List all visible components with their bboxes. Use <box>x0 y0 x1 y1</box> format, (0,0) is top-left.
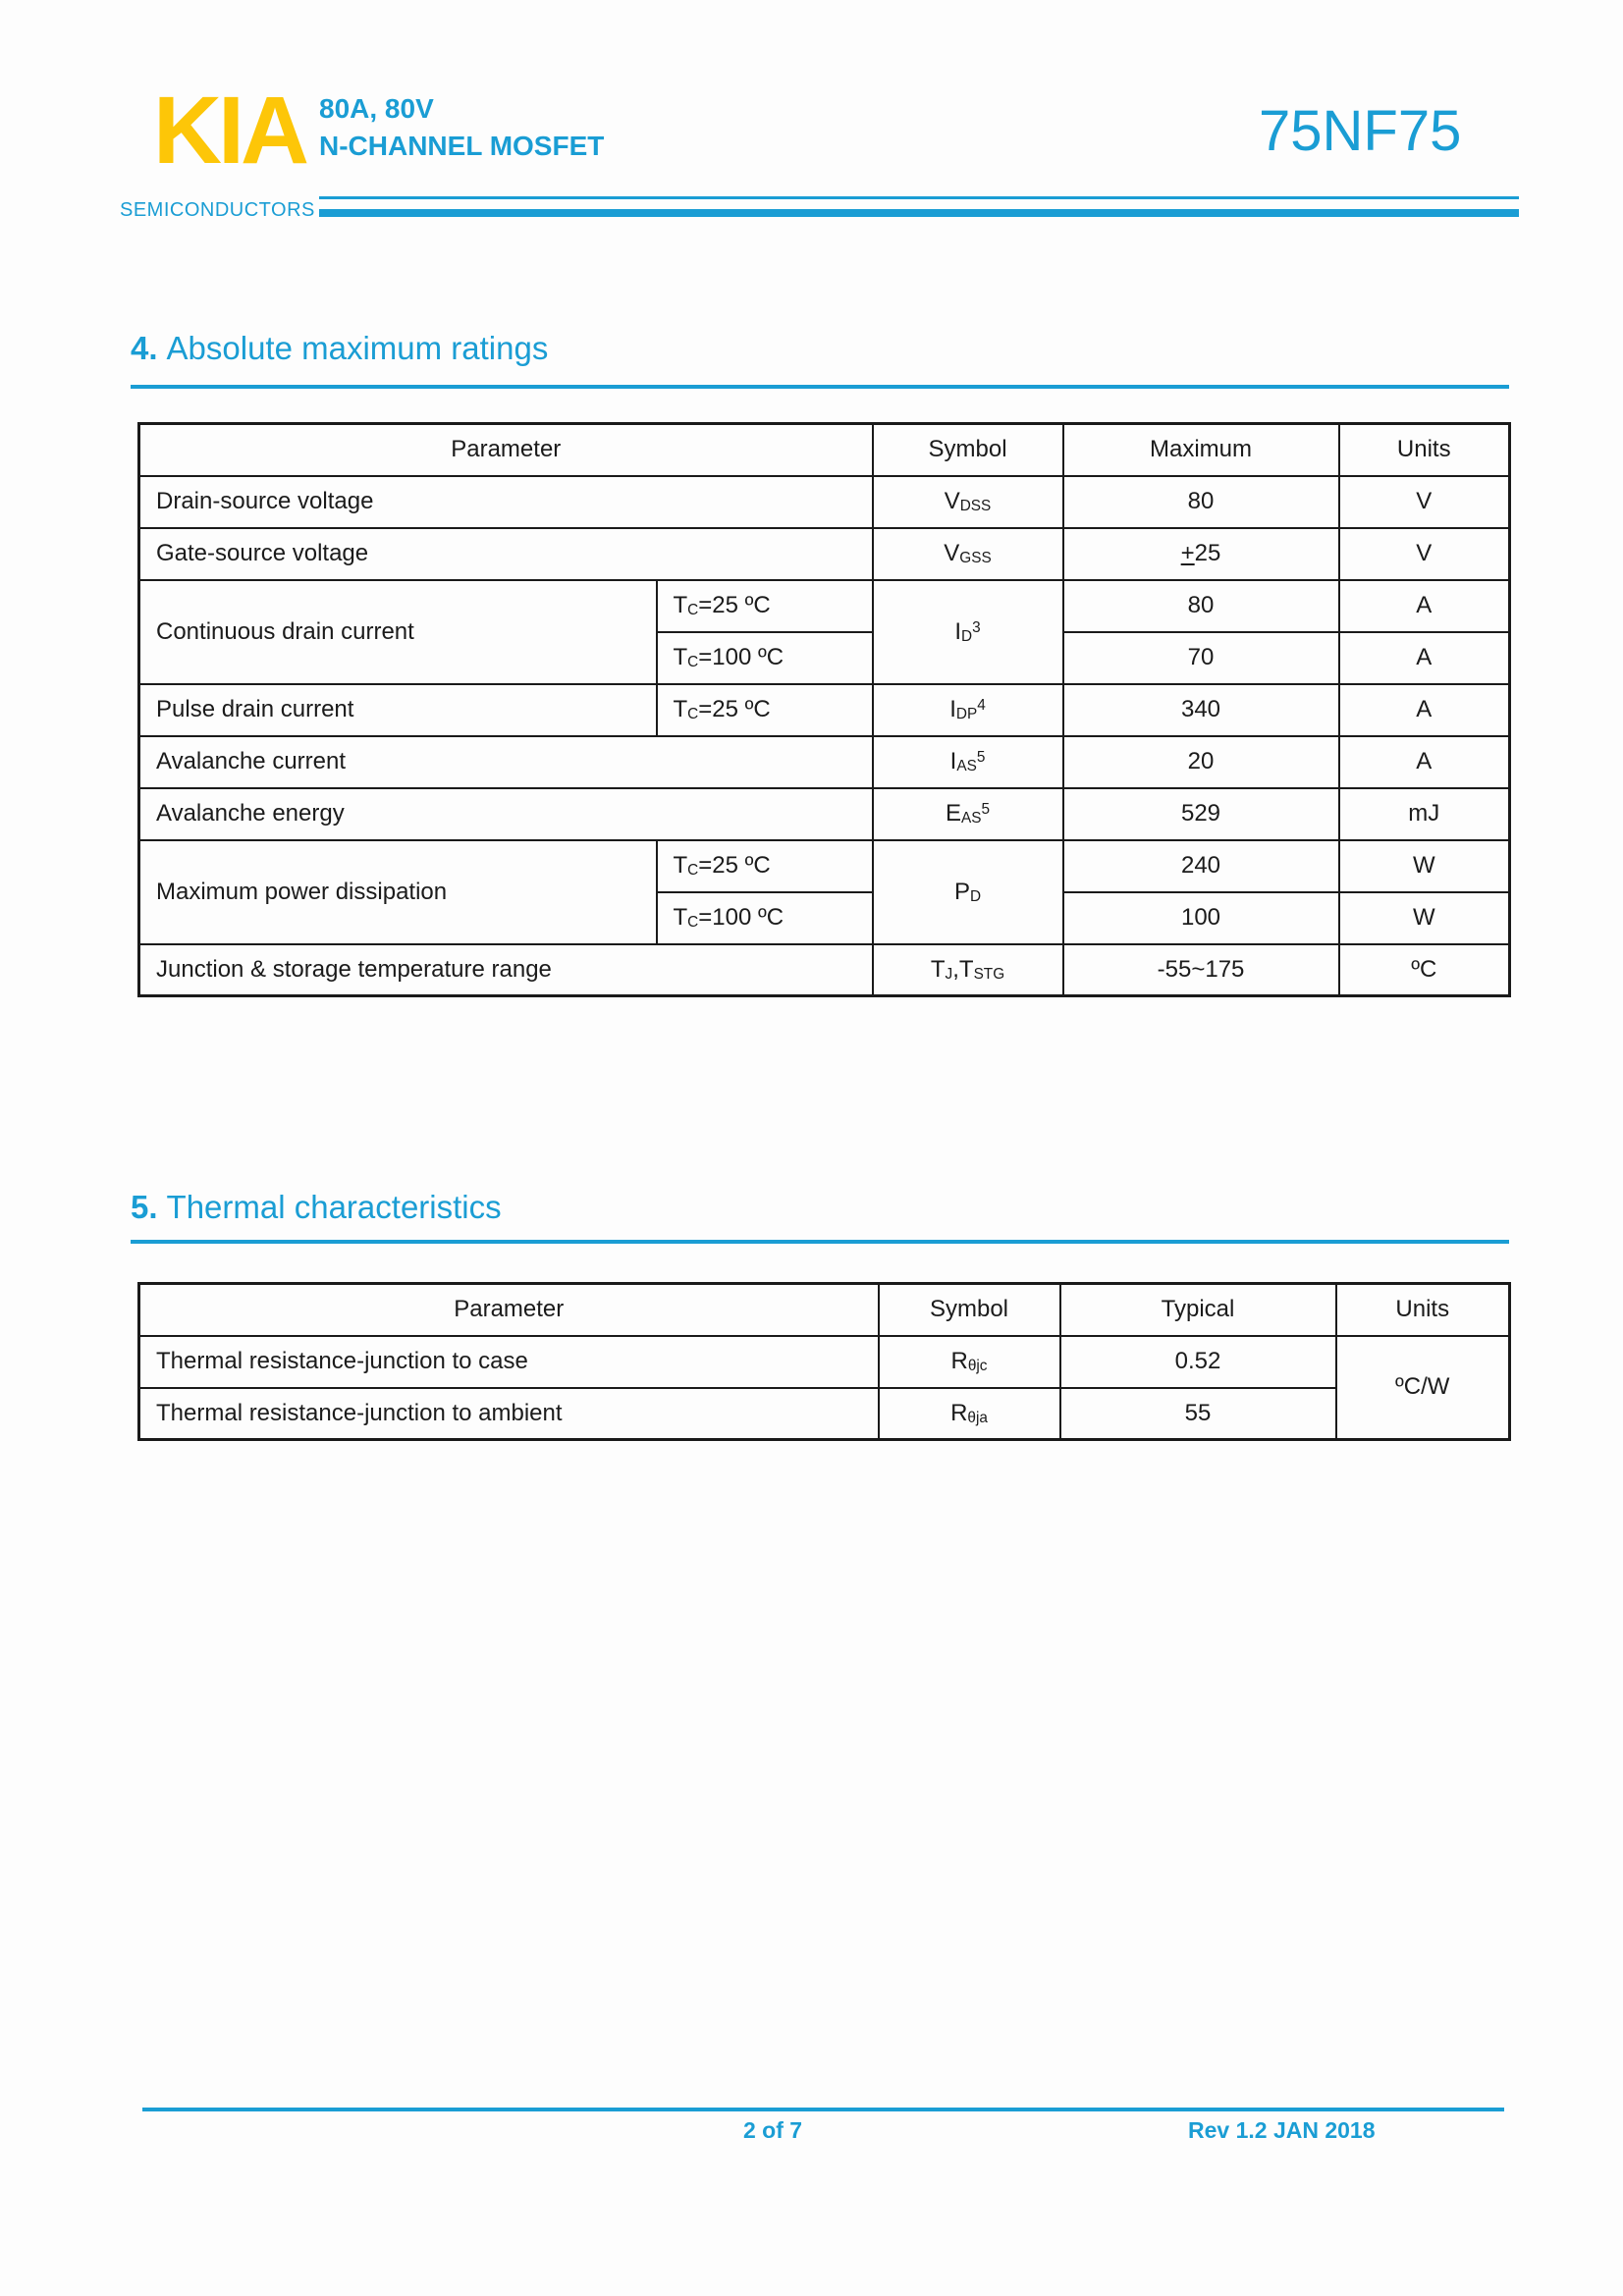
units-cell: A <box>1339 580 1510 632</box>
symbol-cell: PD <box>873 840 1063 944</box>
maximum-cell: 100 <box>1063 892 1339 944</box>
condition-cell: TC=25 ºC <box>657 684 873 736</box>
maximum-cell: 80 <box>1063 476 1339 528</box>
section-5-number: 5. <box>131 1189 158 1225</box>
parameter-cell: Maximum power dissipation <box>139 840 657 944</box>
header-rule-thin <box>319 196 1519 199</box>
header-rule-thick <box>319 209 1519 217</box>
units-cell: W <box>1339 840 1510 892</box>
symbol-cell: IDP$^4$ <box>873 684 1063 736</box>
device-rating: 80A, 80V <box>319 93 434 124</box>
col-header-symbol: Symbol <box>873 424 1063 476</box>
col-header-parameter: Parameter <box>139 1284 879 1336</box>
parameter-cell: Thermal resistance-junction to case <box>139 1336 879 1388</box>
kia-logo: KIA <box>153 77 306 184</box>
col-header-units: Units <box>1339 424 1510 476</box>
section-5-label: Thermal characteristics <box>166 1189 502 1225</box>
maximum-cell: -55~175 <box>1063 944 1339 996</box>
maximum-cell: 240 <box>1063 840 1339 892</box>
units-cell: mJ <box>1339 788 1510 840</box>
condition-cell: TC=25 ºC <box>657 580 873 632</box>
part-number: 75NF75 <box>1259 99 1462 163</box>
units-cell: A <box>1339 684 1510 736</box>
table-row-pulse-drain-current <box>139 684 1510 736</box>
symbol-cell: $ID^3$ <box>873 580 1063 684</box>
symbol-cell: VDSS <box>873 476 1063 528</box>
revision-label: Rev 1.2 JAN 2018 <box>1188 2117 1376 2143</box>
maximum-cell: 20 <box>1063 736 1339 788</box>
absolute-maximum-ratings-table <box>137 422 1511 997</box>
table-row-gate-source-voltage <box>139 528 1510 580</box>
parameter-cell: Thermal resistance-junction to ambient <box>139 1388 879 1440</box>
parameter-cell: Gate-source voltage <box>139 528 873 580</box>
section-4-number: 4. <box>131 330 158 366</box>
parameter-cell: Avalanche current <box>139 736 873 788</box>
table-row-thermal-resistance-junction-ambient <box>139 1388 1510 1440</box>
typical-cell: 55 <box>1060 1388 1336 1440</box>
table-row-thermal-resistance-junction-case <box>139 1336 1510 1388</box>
typical-cell: 0.52 <box>1060 1336 1336 1388</box>
maximum-cell: +25 <box>1063 528 1339 580</box>
units-cell: ºC <box>1339 944 1510 996</box>
col-header-parameter: Parameter <box>139 424 873 476</box>
col-header-symbol: Symbol <box>879 1284 1060 1336</box>
section-4-title <box>131 329 548 368</box>
thermal-characteristics-table <box>137 1282 1511 1441</box>
col-header-units: Units <box>1336 1284 1510 1336</box>
units-cell: ºC/W <box>1336 1336 1510 1440</box>
thermal-header-row <box>139 1284 1510 1336</box>
table-row-junction-storage-temperature <box>139 944 1510 996</box>
symbol-cell: EAS$^5$ <box>873 788 1063 840</box>
table-row-max-power-dissipation-25c <box>139 840 1510 892</box>
maximum-cell: 340 <box>1063 684 1339 736</box>
device-type: N-CHANNEL MOSFET <box>319 131 605 161</box>
maximum-cell: 529 <box>1063 788 1339 840</box>
condition-cell: TC=100 ºC <box>657 892 873 944</box>
section-5-underline <box>131 1240 1509 1244</box>
device-spec-block <box>319 90 604 165</box>
maximum-cell: 80 <box>1063 580 1339 632</box>
condition-cell: TC=100 ºC <box>657 632 873 684</box>
table-row-continuous-drain-current-25c <box>139 580 1510 632</box>
symbol-cell: Rθjc <box>879 1336 1060 1388</box>
section-5-title <box>131 1188 502 1227</box>
logo-subtitle: SEMICONDUCTORS <box>120 199 315 221</box>
parameter-cell: Pulse drain current <box>139 684 657 736</box>
table-row-avalanche-energy <box>139 788 1510 840</box>
symbol-cell: Rθja <box>879 1388 1060 1440</box>
col-header-maximum: Maximum <box>1063 424 1339 476</box>
table-row-avalanche-current <box>139 736 1510 788</box>
amr-header-row <box>139 424 1510 476</box>
units-cell: V <box>1339 528 1510 580</box>
condition-cell: TC=25 ºC <box>657 840 873 892</box>
units-cell: V <box>1339 476 1510 528</box>
symbol-cell: VGSS <box>873 528 1063 580</box>
page-number: 2 of 7 <box>743 2117 803 2143</box>
parameter-cell: Continuous drain current <box>139 580 657 684</box>
symbol-cell: IAS$^5$ <box>873 736 1063 788</box>
parameter-cell: Junction & storage temperature range <box>139 944 873 996</box>
section-4-underline <box>131 385 1509 389</box>
symbol-cell: TJ,TSTG <box>873 944 1063 996</box>
section-4-label: Absolute maximum ratings <box>166 330 549 366</box>
units-cell: W <box>1339 892 1510 944</box>
units-cell: A <box>1339 736 1510 788</box>
table-row-drain-source-voltage <box>139 476 1510 528</box>
units-cell: A <box>1339 632 1510 684</box>
parameter-cell: Drain-source voltage <box>139 476 873 528</box>
parameter-cell: Avalanche energy <box>139 788 873 840</box>
maximum-cell: 70 <box>1063 632 1339 684</box>
footer-rule <box>142 2108 1504 2111</box>
col-header-typical: Typical <box>1060 1284 1336 1336</box>
